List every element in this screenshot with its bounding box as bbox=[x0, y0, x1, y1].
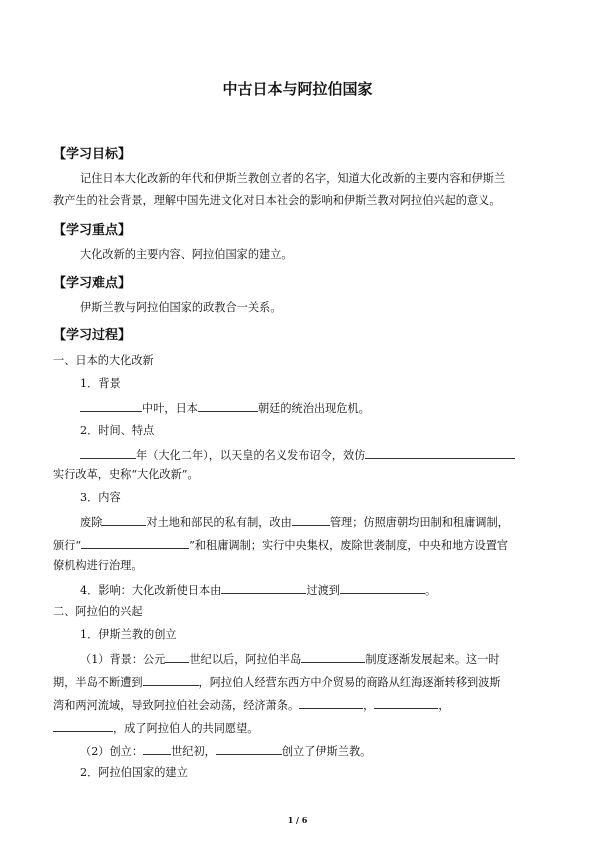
part2-s1-heading: 1．伊斯兰教的创立 bbox=[80, 628, 177, 641]
part1-s4-line: 4．影响：大化改新使日本由 过渡到 。 bbox=[80, 584, 437, 597]
part1-heading: 一、日本的大化改新 bbox=[53, 354, 154, 367]
part1-s1-heading: 1．背景 bbox=[80, 377, 121, 390]
page-number: 1 / 6 bbox=[287, 815, 308, 825]
fill-blank[interactable] bbox=[165, 651, 189, 663]
fill-blank[interactable] bbox=[340, 582, 425, 594]
difficult-heading: 【学习难点】 bbox=[53, 276, 132, 291]
process-heading: 【学习过程】 bbox=[53, 328, 132, 343]
part2-creation-line: （2）创立： 世纪初， 创立了伊斯兰教。 bbox=[80, 745, 372, 758]
difficult-text: 伊斯兰教与阿拉伯国家的政教合一关系。 bbox=[80, 301, 282, 314]
fill-blank[interactable] bbox=[292, 514, 330, 526]
part1-s2-line2: 实行改革，史称“大化改新”。 bbox=[53, 468, 199, 481]
part2-bg-line1: （1）背景：公元 世纪以后，阿拉伯半岛 制度逐渐发展起来。这一时 bbox=[80, 653, 500, 666]
part1-s1-line: 中叶，日本 朝廷的统治出现危机。 bbox=[80, 400, 370, 416]
fill-blank[interactable] bbox=[221, 582, 306, 594]
fill-blank[interactable] bbox=[216, 743, 282, 755]
part1-s3-line1: 废除 对土地和部民的私有制，改由 管理；仿照唐朝均田制和租庸调制， bbox=[80, 516, 509, 529]
part1-s2-line1: 年（大化二年），以天皇的名义发布诏令，效仿 bbox=[80, 447, 515, 463]
fill-blank[interactable] bbox=[299, 697, 363, 709]
part1-s3-heading: 3．内容 bbox=[80, 491, 121, 504]
part1-s3-line3: 僚机构进行治理。 bbox=[53, 559, 143, 572]
part2-bg-line3: 湾和两河流域，导致阿拉伯社会动荡，经济萧条。 ， ， bbox=[53, 699, 450, 712]
fill-blank[interactable] bbox=[143, 674, 199, 686]
part2-bg-line4: ，成了阿拉伯人的共同愿望。 bbox=[53, 720, 258, 736]
fill-blank[interactable] bbox=[80, 447, 136, 459]
fill-blank[interactable] bbox=[102, 514, 146, 526]
fill-blank[interactable] bbox=[53, 720, 113, 732]
fill-blank[interactable] bbox=[301, 651, 365, 663]
part1-s2-heading: 2．时间、特点 bbox=[80, 424, 155, 437]
key-heading: 【学习重点】 bbox=[53, 223, 132, 238]
part2-heading: 二、阿拉伯的兴起 bbox=[53, 605, 143, 618]
fill-blank[interactable] bbox=[143, 743, 171, 755]
fill-blank[interactable] bbox=[81, 537, 189, 549]
part1-s3-line2: 颁行“ ”和租庸调制；实行中央集权，废除世袭制度，中央和地方设置官 bbox=[53, 539, 509, 552]
fill-blank[interactable] bbox=[374, 697, 438, 709]
part2-bg-line2: 期，半岛不断遭到 ，阿拉伯人经营东西方中介贸易的商路从红海逐渐转移到波斯 bbox=[53, 676, 501, 689]
goals-heading: 【学习目标】 bbox=[53, 147, 132, 162]
goals-text-line1: 记住日本大化改新的年代和伊斯兰教创立者的名字，知道大化改新的主要内容和伊斯兰 bbox=[80, 172, 506, 185]
key-text: 大化改新的主要内容、阿拉伯国家的建立。 bbox=[80, 248, 293, 261]
fill-blank[interactable] bbox=[80, 400, 142, 412]
part2-s2-heading: 2．阿拉伯国家的建立 bbox=[80, 766, 188, 779]
fill-blank[interactable] bbox=[365, 447, 515, 459]
fill-blank[interactable] bbox=[198, 400, 258, 412]
goals-text-line2: 教产生的社会背景，理解中国先进文化对日本社会的影响和伊斯兰教对阿拉伯兴起的意义。 bbox=[53, 194, 501, 207]
page-title: 中古日本与阿拉伯国家 bbox=[222, 80, 373, 98]
